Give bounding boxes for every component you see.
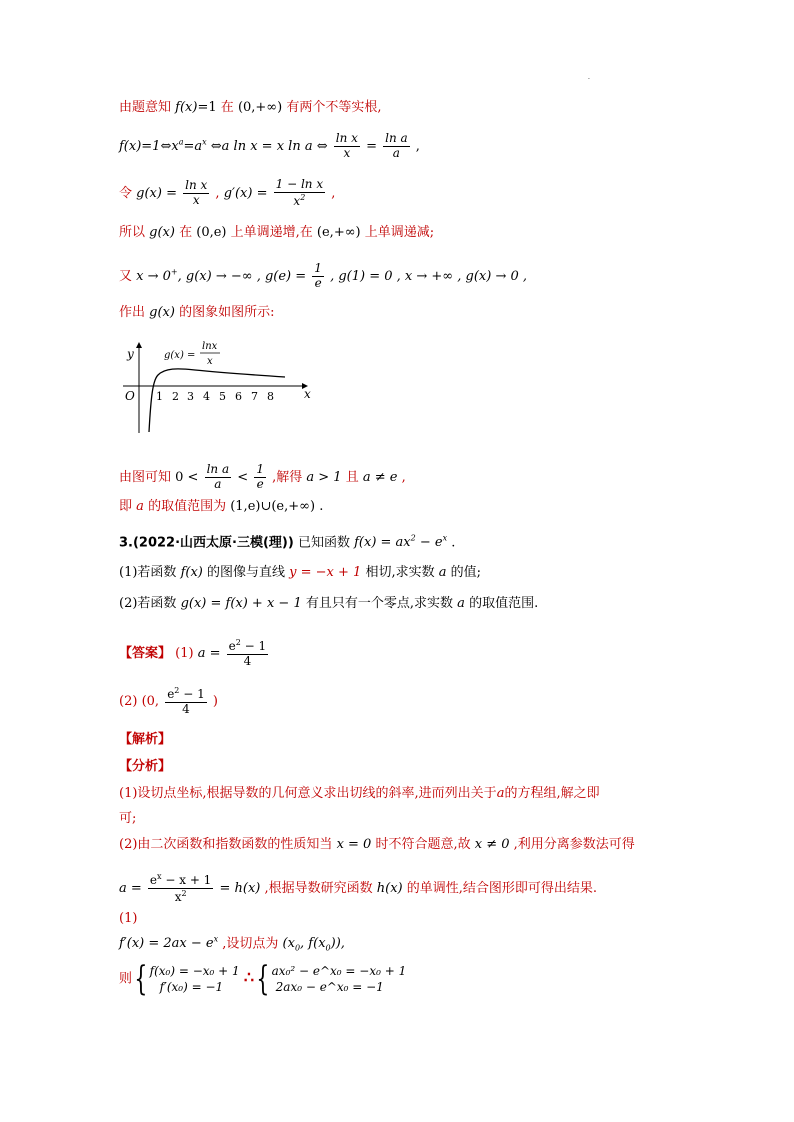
function-graph (115, 335, 325, 435)
line-1: 由题意知 f(x)=1 在 (0,+∞) 有两个不等实根, (119, 100, 382, 115)
corner-mark: · (588, 76, 590, 83)
fraction-lna-a: $\frac{\text{ln a}}{a}$ (385, 131, 408, 160)
analysis-1-cont: 可; (119, 811, 137, 826)
svg-text:4: 4 (203, 390, 210, 403)
x-label: x (304, 387, 311, 401)
problem-3-part-2: (2)若函数 g(x) = f(x) + x − 1 有且只有一个零点,求实数 a 的取值范围. (119, 596, 539, 611)
svg-text:3: 3 (187, 390, 194, 403)
math-fx: f(x)=1 (175, 100, 217, 115)
fraction-answer: $\frac{e^2 - 1}{4}$ (167, 686, 205, 716)
solution-1-derivative: $f'(x) = 2ax - e^x$ ,设切点为 ($x_0$, $f(x_0)$), (119, 935, 345, 953)
origin-label: O (125, 389, 135, 403)
svg-text:1: 1 (156, 390, 163, 403)
fraction-1-e: $\frac{1}{e}$ (256, 462, 264, 491)
solution-1-label: (1) (119, 911, 138, 926)
fraction-g: $\frac{\text{ln x}}{x}$ (185, 178, 208, 207)
line-8: 即 a 的取值范围为 (1,e)∪(e,+∞) . (119, 499, 324, 514)
analysis-2-formula: a = $\frac{e^x - x + 1}{x^2}$ = h(x) ,根据导数研究函数 h(x) 的单调性,结合图形即可得出结果. (119, 872, 598, 904)
curve-label: g(x) = (164, 350, 196, 361)
line-6: 作出 g(x) 的图象如图所示: (119, 305, 275, 320)
answer-2: (2) (0, $\frac{e^2 - 1}{4}$ ) (119, 686, 218, 716)
fraction-lna-a: $\frac{\text{ln a}}{a}$ (206, 462, 230, 491)
line-2: $f(x)=1\Leftrightarrow x^a=a^x$ ⇔a ln x = x ln a ⇔ $\frac{\text{ln x}}{x}$ = $\frac{\text{ln a}}{a}$ , (119, 131, 420, 160)
answer-1: 【答案】 (1) a = $\frac{e^2 - 1}{4}$ (119, 638, 267, 668)
line-7: 由图可知 0 < $\frac{\text{ln a}}{a}$ < $\frac{1}{e}$ ,解得 a > 1 且 a ≠ e , (119, 462, 406, 491)
svg-text:5: 5 (219, 390, 226, 403)
section-analysis: 【解析】 (119, 732, 172, 747)
analysis-1: (1)设切点坐标,根据导数的几何意义求出切线的斜率,进而列出关于a的方程组,解之即 (119, 786, 600, 801)
y-label: y (127, 347, 134, 361)
problem-3-title: 3.(2022·山西太原·三模(理)) 已知函数 $f(x) = ax^2 - e^x$ . (119, 534, 456, 551)
svg-text:8: 8 (267, 390, 274, 403)
fraction-hx: $\frac{e^x - x + 1}{x^2}$ (149, 872, 212, 904)
svg-text:lnx: lnx (202, 341, 218, 352)
problem-3-part-1: (1)若函数 f(x) 的图像与直线 y = −x + 1 相切,求实数 a 的值; (119, 565, 482, 580)
svg-text:7: 7 (251, 390, 258, 403)
fraction-answer: $\frac{e^2 - 1}{4}$ (228, 638, 267, 668)
math-interval: (0,+∞) (237, 100, 283, 115)
line-5: 又 x → 0+, g(x) → −∞ , g(e) = $\frac{1}{e}$ , g(1) = 0 , x → +∞ , g(x) → 0 , (119, 261, 528, 290)
line-3: 令 g(x) = $\frac{\text{ln x}}{x}$ , g′(x) = $\frac{\text{1 − ln x}}{x^2}$ , (119, 177, 336, 208)
section-analysis-sub: 【分析】 (119, 759, 172, 774)
text: 由题意知 (119, 100, 172, 115)
analysis-2: (2)由二次函数和指数函数的性质知当 x = 0 时不符合题意,故 x ≠ 0 ,利用分离参数法可得 (119, 837, 635, 852)
solution-1-system: 则{ f(x₀) = −x₀ + 1 f′(x₀) = −1 ∴{ ax₀² − e^x₀ = −x₀ + 1 2ax₀ − e^x₀ = −1 (119, 959, 407, 999)
fraction-lnx-x: $\frac{\text{ln x}}{x}$ (335, 131, 358, 160)
svg-text:6: 6 (235, 390, 242, 403)
tick-labels (156, 390, 274, 403)
fraction-gprime: $\frac{\text{1 − ln x}}{x^2}$ (275, 177, 324, 208)
line-4: 所以 g(x) 在 (0,e) 上单调递增,在 (e,+∞) 上单调递减; (119, 225, 435, 240)
svg-text:x: x (207, 356, 213, 367)
fraction-1-e: $\frac{1}{e}$ (314, 261, 322, 290)
curve (149, 369, 285, 432)
svg-text:2: 2 (172, 390, 179, 403)
